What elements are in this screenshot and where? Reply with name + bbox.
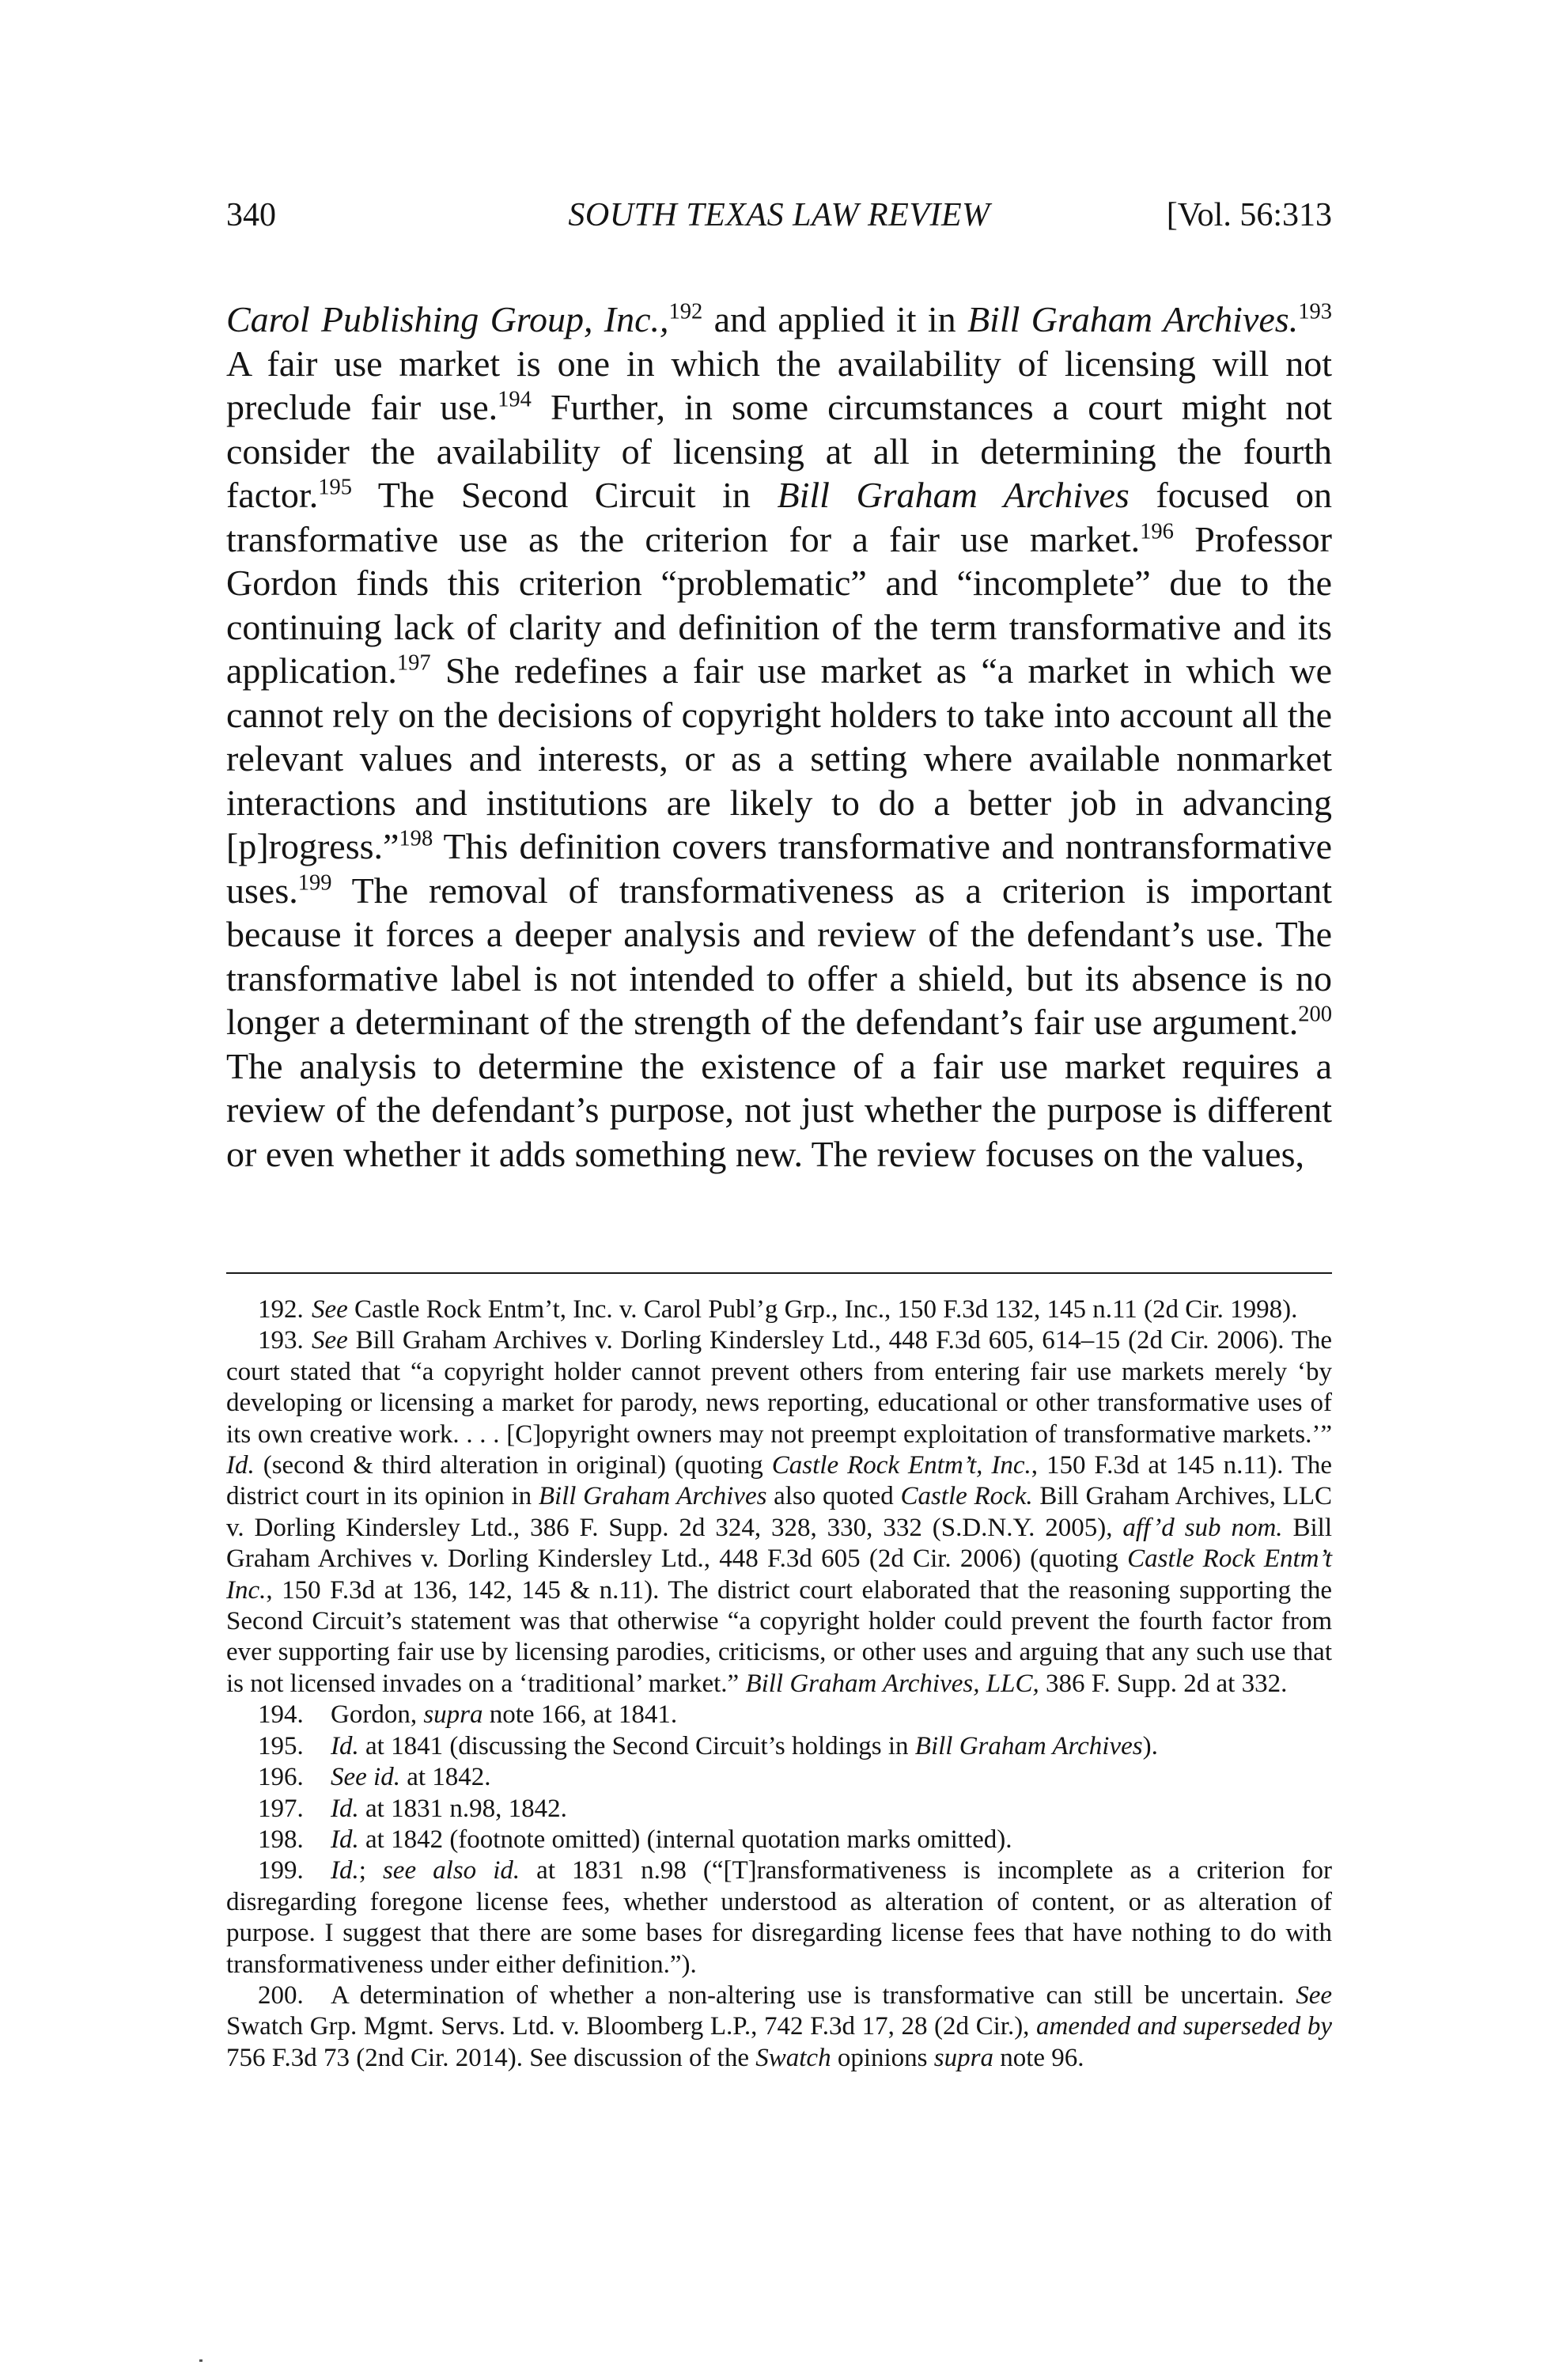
footnote-text: note 96.: [993, 2043, 1084, 2072]
footnote-ref-198[interactable]: 198: [399, 826, 433, 851]
footnote-ref-193[interactable]: 193: [1298, 299, 1332, 324]
signal: See id.: [331, 1763, 400, 1792]
body-text: This definition covers transformative and nontransformative uses.: [226, 826, 1332, 911]
signal: See: [1296, 1980, 1332, 2010]
footnote-ref-196[interactable]: 196: [1140, 519, 1174, 544]
signal: Id.: [331, 1825, 359, 1854]
volume-citation: [Vol. 56:313: [1166, 197, 1332, 233]
footnote-text: 756 F.3d 73 (2nd Cir. 2014). See discussion of the: [226, 2043, 756, 2072]
body-text: and applied it in: [702, 299, 967, 339]
body-text: The removal of transformativeness as a criterion is important because it forces a deeper analysis and review of the defendant’s use. The transformative label is not intended to offer a shield, but its absence is no longer a determinant of the strength of the defendant’s fair use argument.: [226, 870, 1332, 1042]
footnote-text: Swatch Grp. Mgmt. Servs. Ltd. v. Bloomberg L.P., 742 F.3d 17, 28 (2d Cir.),: [226, 2012, 1037, 2041]
case-name: Castle Rock Entm’t Inc.: [226, 1544, 1332, 1605]
body-text: focused on transformative use as the criterion for a fair use market.: [226, 475, 1332, 559]
case-name: Bill Graham Archives.: [967, 299, 1299, 339]
footnotes: [226, 1294, 1332, 2074]
footnote-text: at 1842 (footnote omitted) (internal quotation marks omitted).: [358, 1825, 1012, 1854]
footnote-195: [226, 1731, 1332, 1762]
footnote-194: [226, 1700, 1332, 1730]
footnote-ref-199[interactable]: 199: [297, 870, 332, 896]
signal: Id.: [331, 1731, 359, 1760]
body-text: Further, in some circumstances a court might not consider the availability of licensing at all in determining the fourth factor.: [226, 387, 1332, 515]
footnote-text: at 1841 (discussing the Second Circuit’s holdings in: [358, 1731, 915, 1760]
signal: aff’d sub nom.: [1122, 1513, 1283, 1542]
footnote-199: [226, 1855, 1332, 1980]
main-text: [226, 298, 1332, 1176]
case-name: Bill Graham Archives, LLC,: [745, 1669, 1039, 1698]
footnote-number: 192.: [258, 1295, 304, 1324]
footnote-text: , 150 F.3d at 136, 142, 145 & n.11). The district court elaborated that the reasoning supporting the Second Circuit’s statement was that otherwise “a copyright holder could prevent the fourth factor from ever supporting fair use by licensing parodies, criticisms, or other uses and arguing that any such use that is not licensed invades on a ‘traditional’ market.”: [226, 1575, 1332, 1698]
footnote-ref-194[interactable]: 194: [498, 387, 532, 412]
footnote-ref-197[interactable]: 197: [396, 650, 431, 676]
footnote-text: Castle Rock Entm’t, Inc. v. Carol Publ’g Grp., Inc., 150 F.3d 132, 145 n.11 (2d Cir. 1998).: [347, 1295, 1298, 1324]
footnote-text: also quoted: [766, 1482, 901, 1511]
footnote-text: ).: [1142, 1731, 1158, 1760]
footnote-196: [226, 1762, 1332, 1793]
footnote-number: 195.: [258, 1731, 304, 1760]
footnote-number: 199.: [258, 1856, 304, 1885]
scan-mark: [199, 2359, 202, 2362]
signal: See: [312, 1326, 348, 1355]
body-text: Professor Gordon finds this criterion “problematic” and “incomplete” due to the continuing lack of clarity and definition of the term transformative and its application.: [226, 518, 1332, 691]
footnote-197: [226, 1794, 1332, 1825]
footnote-number: 200.: [258, 1980, 304, 2010]
footnote-text: A determination of whether a non-altering use is transformative can still be uncertain.: [331, 1980, 1296, 2010]
case-name: Castle Rock.: [900, 1482, 1033, 1511]
footnote-192: [226, 1294, 1332, 1325]
footnote-text: ;: [358, 1856, 383, 1885]
footnote-193: [226, 1325, 1332, 1700]
journal-title: SOUTH TEXAS LAW REVIEW: [568, 197, 990, 233]
footnote-text: at 1831 n.98 (“[T]ransformativeness is incomplete as a criterion for disregarding foregone license fees, whether understood as alteration of content, or as alteration of purpose. I suggest that there are some bases for disregarding license fees that have nothing to do with transformativeness under either definition.”).: [226, 1856, 1332, 1979]
footnote-number: 193.: [258, 1326, 304, 1355]
footnote-number: 194.: [258, 1700, 304, 1730]
footnote-text: note 166, at 1841.: [482, 1700, 678, 1730]
footnote-text: Gordon,: [331, 1700, 424, 1730]
footnote-text: 386 F. Supp. 2d at 332.: [1039, 1669, 1288, 1698]
signal: supra: [933, 2043, 993, 2072]
footnote-text: opinions: [831, 2043, 934, 2072]
body-text: The Second Circuit in: [352, 475, 778, 515]
footnote-ref-200[interactable]: 200: [1298, 1002, 1332, 1027]
footnote-number: 197.: [258, 1794, 304, 1823]
running-header: [226, 196, 1332, 244]
body-text: The analysis to determine the existence of a fair use market requires a review of the defendant’s purpose, not just whether the purpose is different or even whether it adds something new. The review focuses on the values,: [226, 1045, 1332, 1174]
signal: Id.: [331, 1794, 359, 1823]
case-name: Swatch: [755, 2043, 831, 2072]
case-name: Bill Graham Archives: [538, 1482, 767, 1511]
case-name: Castle Rock Entm’t, Inc.: [771, 1451, 1031, 1480]
footnote-text: Bill Graham Archives v. Dorling Kindersley Ltd., 448 F.3d 605, 614–15 (2d Cir. 2006). The court stated that “a copyright holder cannot prevent others from entering fair use markets merely ‘by developing or licensing a market for parody, news reporting, educational or other transformative uses of its own creative work. . . . [C]opyright owners may not preempt exploitation of transformative markets.’”: [226, 1326, 1332, 1449]
footnote-number: 198.: [258, 1825, 304, 1854]
signal: see also id.: [382, 1856, 520, 1885]
signal: See: [312, 1295, 348, 1324]
footnote-198: [226, 1825, 1332, 1855]
footnote-ref-195[interactable]: 195: [318, 475, 352, 500]
case-name: Carol Publishing Group, Inc.,: [226, 299, 669, 339]
body-text: She redefines a fair use market as “a market in which we cannot rely on the decisions of copyright holders to take into account all the relevant values and interests, or as a setting where available nonmarket interactions and institutions are likely to do a better job in advancing [p]rogress.”: [226, 650, 1332, 866]
footnote-text: (second & third alteration in original) (quoting: [254, 1451, 772, 1480]
footnote-200: [226, 1980, 1332, 2074]
case-name: Bill Graham Archives: [914, 1731, 1143, 1760]
footnote-divider: [226, 1272, 1332, 1274]
body-paragraph: [226, 298, 1332, 1176]
footnote-number: 196.: [258, 1763, 304, 1792]
footnote-text: , 150 F.3d at 145 n.11). The district court in its opinion in: [226, 1451, 1333, 1511]
signal: supra: [423, 1700, 483, 1730]
case-name: Bill Graham Archives: [777, 475, 1130, 515]
footnote-text: Bill Graham Archives v. Dorling Kindersley Ltd., 448 F.3d 605 (2d Cir. 2006) (quoting: [226, 1513, 1332, 1574]
signal: Id.: [331, 1856, 359, 1885]
footnote-text: at 1842.: [399, 1763, 491, 1792]
signal: amended and superseded by: [1036, 2012, 1332, 2041]
signal: Id.: [226, 1451, 255, 1480]
footnote-text: at 1831 n.98, 1842.: [358, 1794, 567, 1823]
footnote-ref-192[interactable]: 192: [668, 299, 703, 324]
body-text: A fair use market is one in which the availability of licensing will not preclude fair use.: [226, 343, 1332, 427]
footnote-text: Bill Graham Archives, LLC v. Dorling Kindersley Ltd., 386 F. Supp. 2d 324, 328, 330, 332 (S.D.N.Y. 2005),: [226, 1482, 1333, 1542]
page-number: 340: [226, 197, 276, 233]
